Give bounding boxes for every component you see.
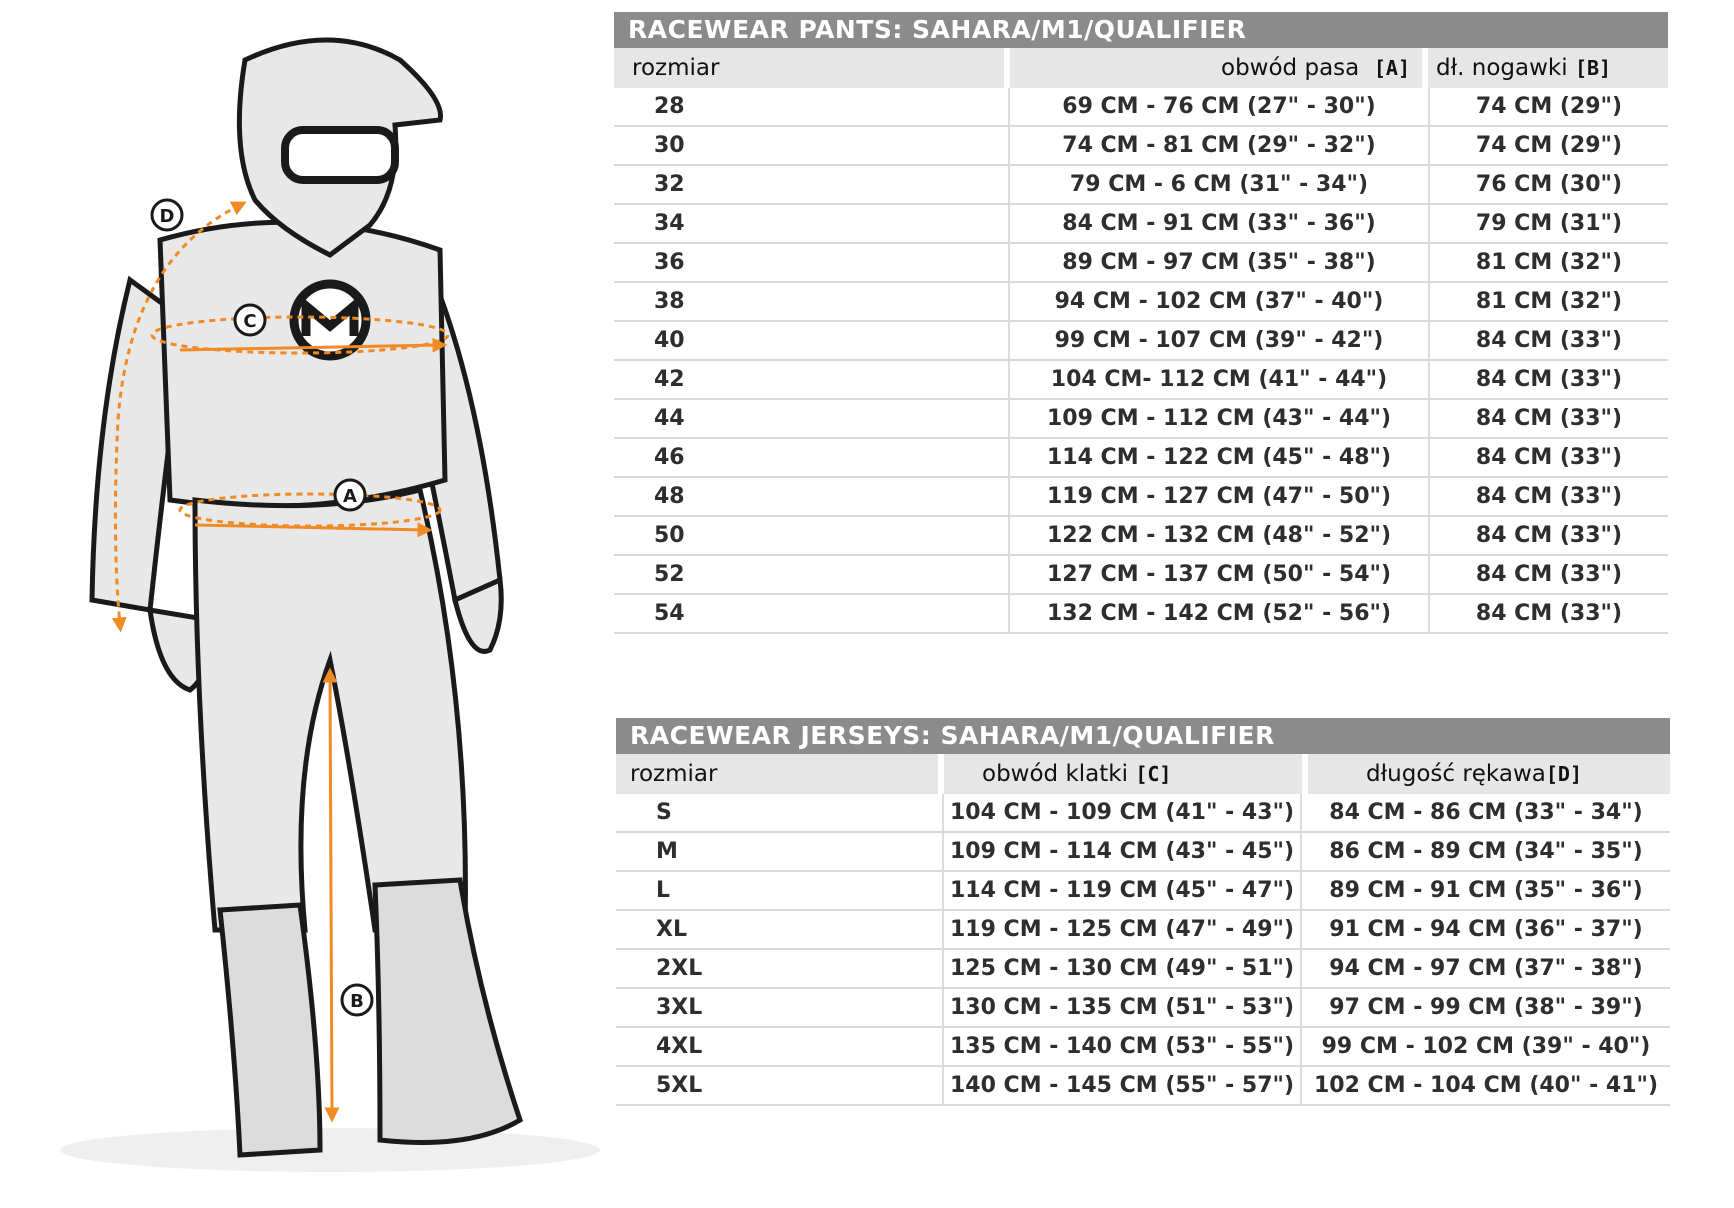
cell-inseam: 84 CM (33") [1428,517,1668,554]
marker-a [335,480,365,510]
cell-inseam: 81 CM (32") [1428,283,1668,320]
table-row [614,88,1668,127]
table-row [616,833,1670,872]
cell-sleeve: 102 CM - 104 CM (40" - 41") [1300,1067,1670,1104]
table-row [614,595,1668,634]
table-row [614,517,1668,556]
marker-c [235,305,265,335]
cell-size: 48 [654,484,685,509]
table-row [616,989,1670,1028]
cell-sleeve: 94 CM - 97 CM (37" - 38") [1300,950,1670,987]
header-waist-label: obwód pasa [1221,55,1360,81]
cell-inseam: 84 CM (33") [1428,361,1668,398]
header-size: rozmiar [614,48,1004,88]
cell-sleeve: 97 CM - 99 CM (38" - 39") [1300,989,1670,1026]
cell-size: 4XL [656,1034,703,1059]
cell-inseam: 84 CM (33") [1428,595,1668,632]
cell-size: 32 [654,172,685,197]
table-row [614,361,1668,400]
cell-size: 38 [654,289,685,314]
table-row [614,244,1668,283]
cell-inseam: 84 CM (33") [1428,400,1668,437]
svg-text:B: B [350,991,364,1012]
cell-inseam: 74 CM (29") [1428,127,1668,164]
marker-b [342,985,372,1015]
header-inseam [1428,48,1668,88]
cell-size: 44 [654,406,685,431]
table-row [614,166,1668,205]
cell-chest: 104 CM - 109 CM (41" - 43") [942,794,1300,831]
cell-size: 52 [654,562,685,587]
cell-chest: 140 CM - 145 CM (55" - 57") [942,1067,1300,1104]
header-inseam-tag: [B] [1574,56,1612,80]
cell-waist: 109 CM - 112 CM (43" - 44") [1008,400,1428,437]
header-waist [1010,48,1422,88]
pants-table-title: RACEWEAR PANTS: SAHARA/M1/QUALIFIER [614,12,1668,48]
cell-inseam: 84 CM (33") [1428,556,1668,593]
cell-waist: 94 CM - 102 CM (37" - 40") [1008,283,1428,320]
cell-waist: 132 CM - 142 CM (52" - 56") [1008,595,1428,632]
cell-size: 40 [654,328,685,353]
cell-chest: 109 CM - 114 CM (43" - 45") [942,833,1300,870]
table-row [614,205,1668,244]
cell-inseam: 84 CM (33") [1428,478,1668,515]
cell-waist: 84 CM - 91 CM (33" - 36") [1008,205,1428,242]
table-row [614,478,1668,517]
table-row [616,872,1670,911]
header-inseam-label: dł. nogawki [1436,55,1568,81]
svg-text:C: C [243,311,257,332]
cell-waist: 79 CM - 6 CM (31" - 34") [1008,166,1428,203]
cell-waist: 74 CM - 81 CM (29" - 32") [1008,127,1428,164]
table-row [614,322,1668,361]
cell-waist: 69 CM - 76 CM (27" - 30") [1008,88,1428,125]
marker-d [152,200,182,230]
cell-waist: 114 CM - 122 CM (45" - 48") [1008,439,1428,476]
cell-waist: 89 CM - 97 CM (35" - 38") [1008,244,1428,281]
cell-size: 54 [654,601,685,626]
svg-text:A: A [343,486,357,507]
cell-size: 36 [654,250,685,275]
header-chest [944,754,1302,794]
cell-size: XL [656,917,687,942]
cell-sleeve: 89 CM - 91 CM (35" - 36") [1300,872,1670,909]
table-row [616,1067,1670,1106]
cell-inseam: 79 CM (31") [1428,205,1668,242]
pants-size-table [614,12,1668,634]
svg-text:D: D [159,206,175,227]
cell-chest: 130 CM - 135 CM (51" - 53") [942,989,1300,1026]
cell-size: 2XL [656,956,703,981]
table-row [616,1028,1670,1067]
cell-chest: 125 CM - 130 CM (49" - 51") [942,950,1300,987]
cell-size: 50 [654,523,685,548]
cell-waist: 99 CM - 107 CM (39" - 42") [1008,322,1428,359]
pants-table-header [614,48,1668,88]
header-sleeve-tag: [D] [1545,762,1582,786]
cell-waist: 122 CM - 132 CM (48" - 52") [1008,517,1428,554]
header-size: rozmiar [616,754,938,794]
table-row [614,283,1668,322]
cell-size: 3XL [656,995,703,1020]
cell-sleeve: 91 CM - 94 CM (36" - 37") [1300,911,1670,948]
cell-chest: 114 CM - 119 CM (45" - 47") [942,872,1300,909]
header-waist-tag: [A] [1373,56,1410,80]
header-sleeve [1308,754,1670,794]
cell-chest: 135 CM - 140 CM (53" - 55") [942,1028,1300,1065]
header-chest-label: obwód klatki [982,761,1128,787]
cell-size: 34 [654,211,685,236]
cell-sleeve: 86 CM - 89 CM (34" - 35") [1300,833,1670,870]
rider-illustration [0,0,600,1208]
cell-size: 5XL [656,1073,703,1098]
cell-chest: 119 CM - 125 CM (47" - 49") [942,911,1300,948]
cell-sleeve: 84 CM - 86 CM (33" - 34") [1300,794,1670,831]
cell-size: S [656,800,672,825]
jerseys-size-table [616,718,1670,1106]
cell-size: 46 [654,445,685,470]
cell-size: 30 [654,133,685,158]
cell-inseam: 84 CM (33") [1428,439,1668,476]
table-row [614,439,1668,478]
table-row [614,556,1668,595]
cell-waist: 127 CM - 137 CM (50" - 54") [1008,556,1428,593]
table-row [616,911,1670,950]
cell-size: 28 [654,94,685,119]
table-row [614,400,1668,439]
cell-inseam: 81 CM (32") [1428,244,1668,281]
cell-sleeve: 99 CM - 102 CM (39" - 40") [1300,1028,1670,1065]
cell-size: M [656,839,678,864]
table-row [614,127,1668,166]
cell-waist: 119 CM - 127 CM (47" - 50") [1008,478,1428,515]
cell-size: 42 [654,367,685,392]
table-row [616,794,1670,833]
cell-size: L [656,878,671,903]
table-row [616,950,1670,989]
header-chest-tag: [C] [1135,762,1172,786]
cell-inseam: 76 CM (30") [1428,166,1668,203]
cell-inseam: 74 CM (29") [1428,88,1668,125]
header-sleeve-label: długość rękawa [1366,761,1546,787]
cell-inseam: 84 CM (33") [1428,322,1668,359]
jerseys-table-title: RACEWEAR JERSEYS: SAHARA/M1/QUALIFIER [616,718,1670,754]
cell-waist: 104 CM- 112 CM (41" - 44") [1008,361,1428,398]
jerseys-table-header [616,754,1670,794]
